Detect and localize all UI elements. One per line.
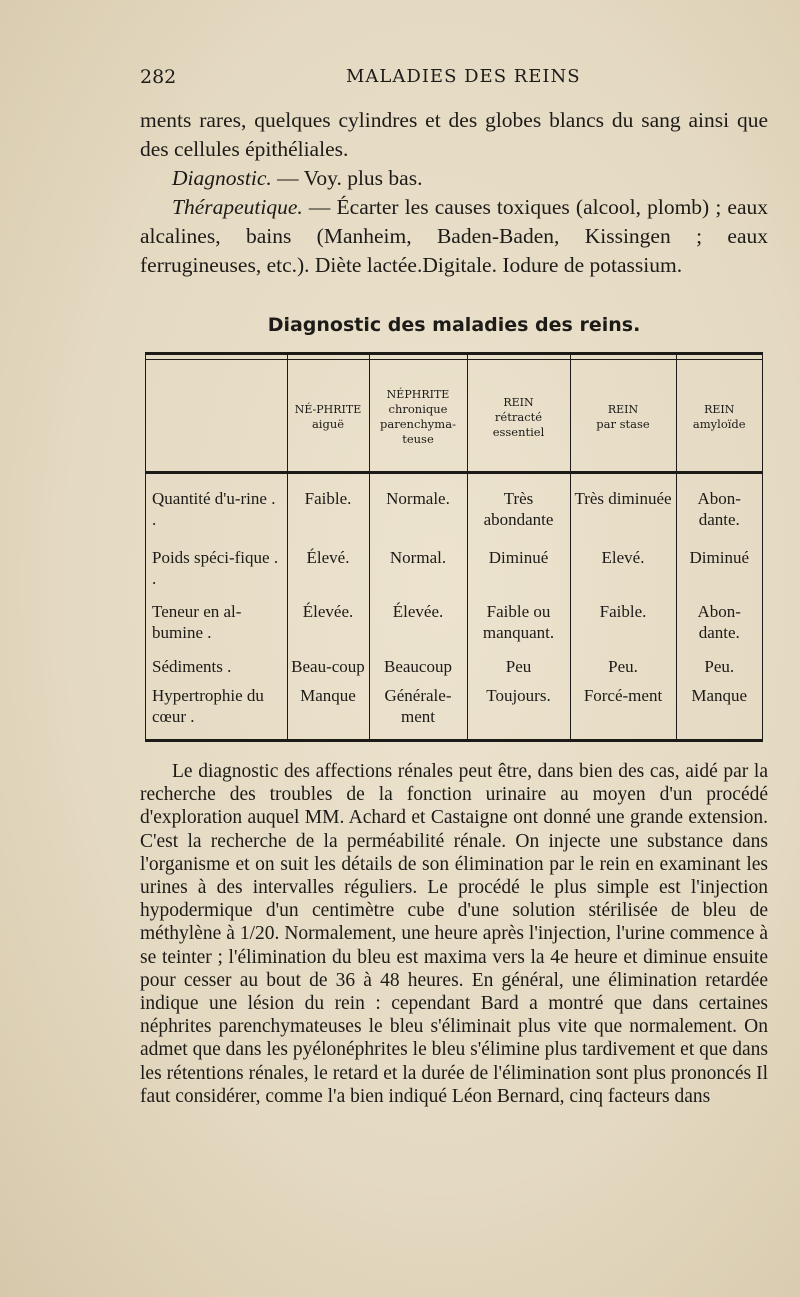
table-cell: Normale. xyxy=(369,473,467,546)
table-cell: Élevée. xyxy=(369,600,467,655)
table-row xyxy=(146,684,762,739)
table-row xyxy=(146,600,762,655)
header-main: NÉPHRITE xyxy=(386,388,450,401)
page-number: 282 xyxy=(140,66,177,88)
page-header xyxy=(140,66,768,96)
diagnostic-table xyxy=(146,355,762,739)
header-sub: rétracté essentiel xyxy=(492,409,545,439)
row-label: Poids spéci-fique . . xyxy=(146,546,287,601)
header-main: REIN xyxy=(503,395,534,409)
header-rein-amyloide xyxy=(676,355,762,473)
table-cell: Élevé. xyxy=(287,546,369,601)
header-nephrite-aigue xyxy=(287,355,369,473)
therapeutique-paragraph xyxy=(140,193,768,280)
table-cell: Très abondante xyxy=(467,473,570,546)
header-main: REIN xyxy=(607,403,639,416)
diagnostic-label: Diagnostic. xyxy=(172,166,272,190)
table-header-row xyxy=(146,355,762,473)
table-row xyxy=(146,655,762,684)
row-label: Sédiments . xyxy=(146,655,287,684)
table-cell: Faible. xyxy=(287,473,369,546)
table-cell: Diminué xyxy=(467,546,570,601)
table-cell: Faible ou manquant. xyxy=(467,600,570,655)
header-main: NÉ-PHRITE xyxy=(294,403,362,416)
table-cell: Peu. xyxy=(570,655,676,684)
table-title: Diagnostic des maladies des reins. xyxy=(267,314,641,336)
table-cell: Peu. xyxy=(704,657,735,677)
table-row xyxy=(146,546,762,601)
table-cell: Manque xyxy=(287,684,369,739)
row-label: Teneur en al-bumine . xyxy=(146,600,287,655)
table-cell: Faible. xyxy=(570,600,676,655)
table-cell: Beau-coup xyxy=(287,655,369,684)
header-blank xyxy=(146,355,287,473)
header-main: REIN xyxy=(704,403,735,416)
header-rein-stase xyxy=(570,355,676,473)
table-row xyxy=(146,473,762,546)
table-cell: Abon-dante. xyxy=(697,602,741,643)
table-cell: Beaucoup xyxy=(369,655,467,684)
table-cell: Élevée. xyxy=(287,600,369,655)
table-cell: Elevé. xyxy=(570,546,676,601)
intro-line: ments rares, quelques cylindres et des globes blancs du sang ainsi que des cellules épithéliales. xyxy=(140,108,768,161)
header-sub: par stase xyxy=(596,417,650,431)
header-sub: amyloïde xyxy=(692,417,746,431)
table-cell: Forcé-ment xyxy=(570,684,676,739)
table-cell: Abon-dante. xyxy=(697,489,741,529)
header-sub: chronique parenchyma-teuse xyxy=(380,402,456,446)
table-cell: Peu xyxy=(467,655,570,684)
row-label: Quantité d'u-rine . . xyxy=(146,473,287,546)
body-paragraph: Le diagnostic des affections rénales peut être, dans bien des cas, aidé par la recherche des troubles de la fonction urinaire au moyen d'un procédé d'exploration auquel MM. Achard et Castaigne ont donné une grande extension. C'est la recherche de la perméabilité rénale. On injecte une substance dans l'organisme et on suit les détails de son élimination par le rein en examinant les urines à des intervalles réguliers. Le procédé le plus simple est l'injection hypodermique d'un centimètre cube d'une solution stérilisée de bleu de méthylène à 1/20. Normalement, une heure après l'injection, l'urine commence à se teinter ; l'élimination du bleu est maxima vers la 4e heure et diminue ensuite pour cesser au bout de 36 à 48 heures. En général, une élimination retardée indique une lésion du rein : cependant Bard a montré que dans certaines néphrites parenchymateuses le bleu s'éliminait plus vite que normalement. On admet que dans les pyélonéphrites le bleu s'élimine plus tardivement et que dans les rétentions rénales, le retard et la durée de l'élimination sont plus prononcés Il faut considérer, comme l'a bien indiqué Léon Bernard, cinq facteurs dans xyxy=(140,761,768,1107)
row-label: Hypertrophie du cœur . xyxy=(146,684,287,739)
header-nephrite-chronique xyxy=(369,355,467,473)
therapeutique-label: Thérapeutique. xyxy=(172,195,303,219)
intro-text xyxy=(140,106,768,280)
table-cell: Manque xyxy=(691,686,748,706)
body-text xyxy=(140,760,768,1108)
table-cell: Diminué xyxy=(689,547,749,567)
therapeutique-text: — Écarter les causes toxiques (alcool, plomb) ; eaux alcalines, bains (Manheim, Baden-Baden, Kissingen ; eaux ferrugineuses, etc.). Diète lactée.Digitale. Iodure de potassium. xyxy=(140,195,768,277)
diagnostic-paragraph xyxy=(140,164,768,193)
table-cell: Très diminuée xyxy=(570,473,676,546)
table-cell: Générale-ment xyxy=(369,684,467,739)
running-head: MALADIES DES REINS xyxy=(346,66,581,87)
diagnostic-table-frame xyxy=(145,352,763,742)
header-sub: aiguë xyxy=(311,417,345,431)
diagnostic-text: — Voy. plus bas. xyxy=(271,166,423,190)
header-rein-retracte xyxy=(467,355,570,473)
table-cell: Toujours. xyxy=(467,684,570,739)
table-cell: Normal. xyxy=(369,546,467,601)
